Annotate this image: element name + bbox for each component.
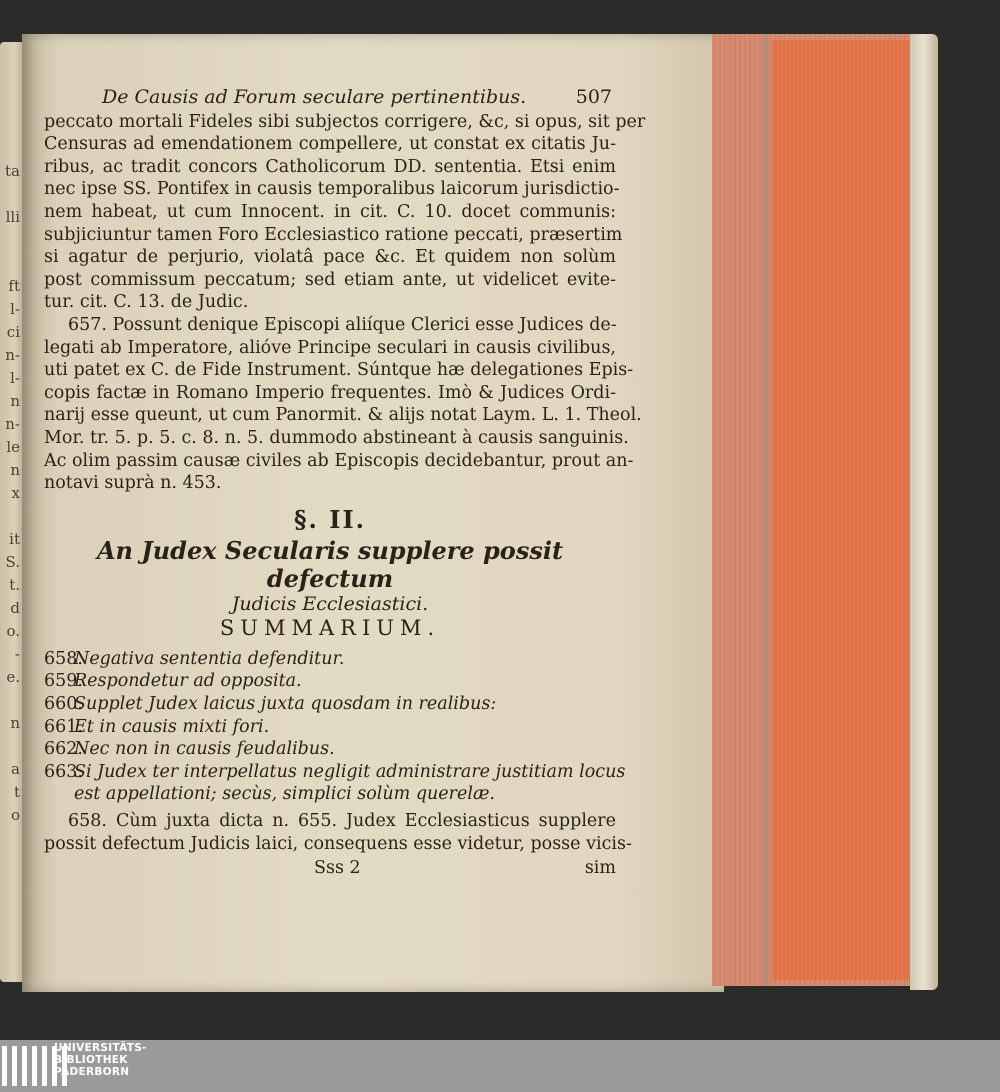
facing-page-fragment: S. [5,553,20,571]
facing-page-fragments [0,160,20,940]
summarium-number: 659. [44,671,83,692]
section-mark: §. II. [293,504,367,534]
summarium-text: Respondetur ad opposita. [74,671,302,692]
signature-mark: Sss 2 [314,858,361,879]
facing-page-fragment: n- [5,346,20,364]
text-line: peccato mortali Fideles sibi subjectos corrigere, &c, si opus, sit per [44,111,646,132]
facing-page-fragment: n- [5,415,20,433]
page-number: 507 [575,86,612,108]
text-line: Ac olim passim causæ civiles ab Episcopis decidebantur, prout an- [44,450,634,471]
red-fore-edge [712,34,918,986]
summarium-number: 663. [44,761,83,782]
logo-line: PADERBORN [54,1065,130,1078]
summarium-list [44,648,626,784]
summarium-item [44,738,616,761]
logo-line: BIBLIOTHEK [54,1053,128,1066]
facing-page-fragment: o [10,806,20,824]
facing-page-fragment: lli [5,208,20,226]
facing-page-fragment [0,252,20,275]
summarium-continuation: est appellationi; secùs, simplici solùm querelæ. [74,784,495,805]
summarium-text: Et in causis mixti fori. [74,716,270,737]
paragraph-657 [44,314,642,495]
summarium-item [44,648,616,671]
facing-page-fragment [0,735,20,758]
text-line: Censuras ad emendationem compellere, ut constat ex citatis Ju- [44,134,616,155]
text-line: Mor. tr. 5. p. 5. c. 8. n. 5. dummodo abstineant à causis sanguinis. [44,427,629,448]
summarium-text: Supplet Judex laicus juxta quosdam in realibus: [74,694,497,715]
facing-page-fragment: a [11,760,20,778]
facing-page-fragment: ft [8,277,20,295]
text-line: uti patet ex C. de Fide Instrument. Súntque hæ delegationes Epis- [44,360,634,381]
running-head [44,86,616,109]
facing-page-fragment: le [6,438,20,456]
text-line: notavi suprà n. 453. [44,473,222,494]
facing-page-fragment: x [11,484,20,502]
facing-page-fragment: l- [10,300,20,318]
section-title: An Judex Secularis supplere possit defectum [96,536,564,594]
facing-page-fragment [0,229,20,252]
text-line: subjiciuntur tamen Foro Ecclesiastico ratione peccati, præsertim [44,224,623,245]
section-subtitle: Judicis Ecclesiastici. [231,593,429,616]
summarium-text: Si Judex ter interpellatus negligit administrare justitiam locus [74,761,626,782]
summarium-heading: SUMMARIUM. [219,616,441,641]
text-line: copis factæ in Romano Imperio frequentes. Imò & Judices Ordi- [44,382,616,403]
text-line: post commissum peccatum; sed etiam ante, ut videlicet evite- [44,269,616,290]
text-line: nem habeat, ut cum Innocent. in cit. C. 10. docet communis: [44,201,616,222]
summarium-item [44,670,616,693]
summarium-number: 658. [44,648,83,669]
text-line: tur. cit. C. 13. de Judic. [44,292,249,313]
facing-page-fragment: o. [6,622,20,640]
text-line: nec ipse SS. Pontifex in causis temporalibus laicorum jurisdictio- [44,179,620,200]
summarium-number: 662. [44,739,83,760]
facing-page-fragment: e. [6,668,20,686]
facing-page-fragment: n [10,392,20,410]
facing-page-fragment: t [13,783,20,801]
fore-edge-gutter [762,34,768,986]
facing-page-fragment: ta [5,162,20,180]
book-cover-edge [910,34,938,990]
summarium-number: 661. [44,716,83,737]
paragraph-continuation [44,111,646,314]
summarium-item [44,761,626,784]
facing-page-fragment: n [10,461,20,479]
library-footer [0,1040,1000,1092]
running-title: De Causis ad Forum seculare pertinentibus. [102,86,527,108]
facing-page-fragment [0,183,20,206]
catchword: sim [584,858,616,879]
text-line: si agatur de perjurio, violatâ pace &c. Et quidem non solùm [44,247,616,268]
facing-page-fragment: t. [9,576,20,594]
logo-line: UNIVERSITÄTS- [54,1042,147,1054]
facing-page-fragment [0,689,20,712]
summarium-item [44,693,616,716]
summarium-text: Nec non in causis feudalibus. [74,739,335,760]
summarium-number: 660. [44,694,83,715]
facing-page-fragment: l- [10,369,20,387]
signature-line [44,857,616,880]
facing-page-fragment: n [10,714,20,732]
page-text [44,86,646,880]
paragraph-658 [44,810,632,855]
summarium-text: Negativa sententia defenditur. [74,648,345,669]
library-logo-text [54,1043,147,1078]
text-line: 658. Cùm juxta dicta n. 655. Judex Ecclesiasticus supplere [68,811,616,832]
text-line: ribus, ac tradit concors Catholicorum DD. sententia. Etsi enim [44,156,616,177]
facing-page-fragment: d [10,599,20,617]
facing-page-fragment: - [14,645,20,663]
text-line: narij esse queunt, ut cum Panormit. & alijs notat Laym. L. 1. Theol. [44,405,642,426]
text-line: possit defectum Judicis laici, consequens esse videtur, posse vicis- [44,833,632,854]
facing-page-fragment: ci [6,323,20,341]
text-line: 657. Possunt denique Episcopi aliíque Clerici esse Judices de- [68,314,617,335]
summarium-item [44,716,616,739]
facing-page-fragment: it [9,530,20,548]
facing-page-fragment [0,505,20,528]
text-line: legati ab Imperatore, alióve Principe seculari in causis civilibus, [44,337,616,358]
